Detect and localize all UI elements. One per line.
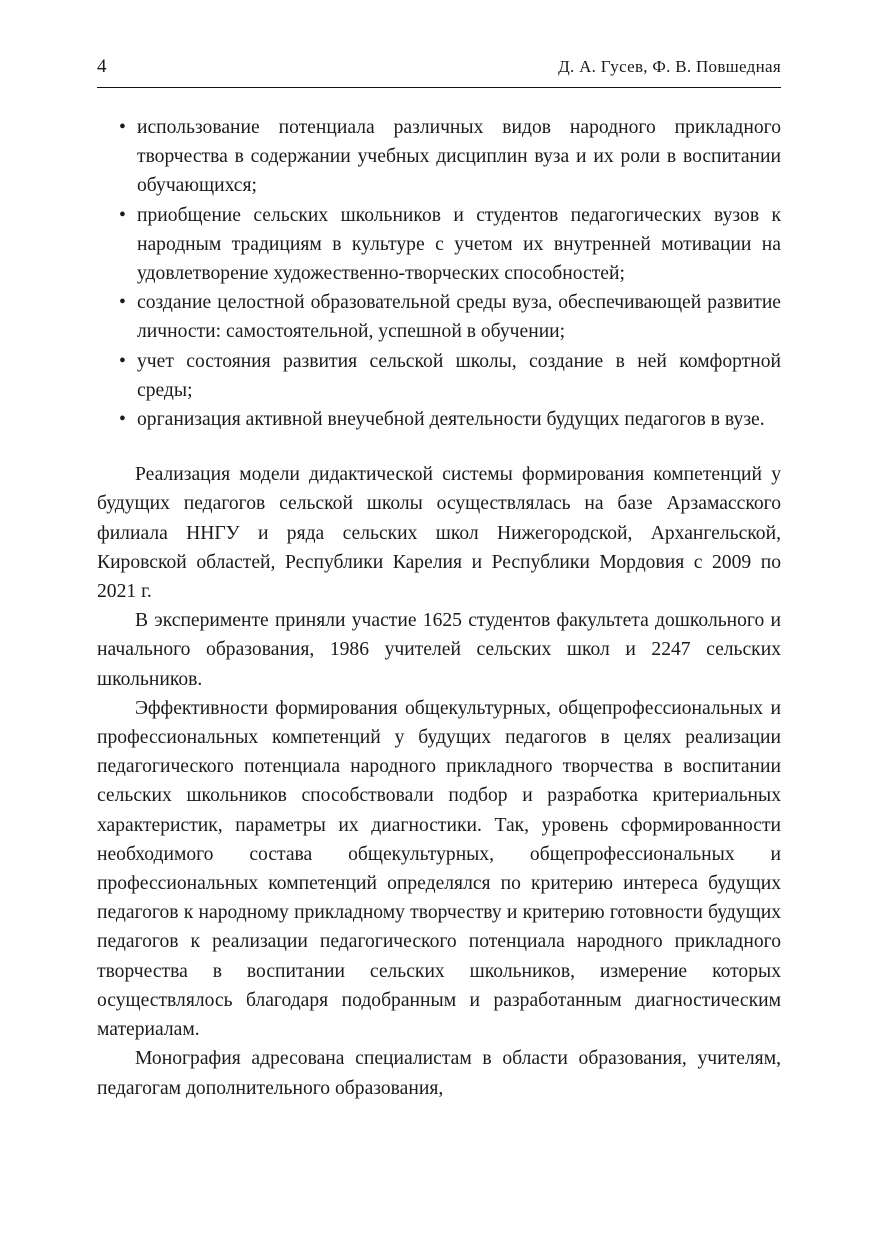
paragraph: Монография адресована специалистам в области образования, учителям, педагогам дополнительного образования, bbox=[97, 1048, 781, 1099]
list-item bbox=[115, 288, 781, 346]
paragraph: Эффективности формирования общекультурных, общепрофессиональных и профессиональных компетенций у будущих педагогов в целях реализации педагогического потенциала народного прикладного творчества в воспитании сельских школьников способствовали подбор и разработка критериальных характеристик, параметры их диагностики. Так, уровень сформированности необходимого состава общекультурных, общепрофессиональных и профессиональных компетенций определялся по критерию интереса будущих педагогов к народному прикладному творчеству и критерию готовности будущих педагогов к реализации педагогического потенциала народного прикладного творчества в воспитании сельских школьников, измерение которых осуществлялось благодаря подобранным и разработанным диагностическим материалам. bbox=[97, 697, 781, 1041]
bullet-icon: • bbox=[119, 409, 126, 431]
paragraph-block bbox=[97, 460, 781, 1102]
bullet-icon: • bbox=[119, 117, 126, 138]
page-content bbox=[97, 56, 781, 1103]
bullet-icon: • bbox=[119, 204, 126, 226]
page-number: 4 bbox=[97, 56, 107, 77]
list-item-text: использование потенциала различных видов народного прикладного творчества в содержании учебных дисциплин вуза и их роли в воспитании обучающихся; bbox=[137, 117, 781, 197]
list-item bbox=[115, 113, 781, 201]
paragraph: В эксперименте приняли участие 1625 студентов факультета дошкольного и начального образования, 1986 учителей сельских школ и 2247 сельских школьников. bbox=[97, 610, 781, 690]
list-item-text: создание целостной образовательной среды вуза, обеспечивающей развитие личности: самостоятельной, успешной в обучении; bbox=[137, 292, 781, 343]
running-title: Д. А. Гусев, Ф. В. Повшедная bbox=[558, 57, 781, 76]
page-header bbox=[97, 56, 781, 78]
bullet-icon: • bbox=[119, 350, 126, 372]
paragraph: Реализация модели дидактической системы формирования компетенций у будущих педагогов сельской школы осуществлялась на базе Арзамасского филиала ННГУ и ряда сельских школ Нижегородской, Архангельской, Кировской областей, Республики Карелия и Республики Мордовия с 2009 по 2021 г. bbox=[97, 464, 781, 603]
body-text bbox=[97, 113, 781, 1103]
list-item bbox=[115, 347, 781, 405]
list-item-text: приобщение сельских школьников и студентов педагогических вузов к народным традициям в культуре с учетом их внутренней мотивации на удовлетворение художественно-творческих способностей; bbox=[137, 204, 781, 285]
list-item-text: учет состояния развития сельской школы, создание в ней комфортной среды; bbox=[137, 350, 781, 401]
header-divider bbox=[97, 87, 781, 88]
bullet-list bbox=[97, 113, 781, 434]
bullet-icon: • bbox=[119, 292, 126, 314]
list-item bbox=[115, 201, 781, 289]
list-item bbox=[115, 405, 781, 434]
list-item-text: организация активной внеучебной деятельности будущих педагогов в вузе. bbox=[137, 409, 765, 431]
